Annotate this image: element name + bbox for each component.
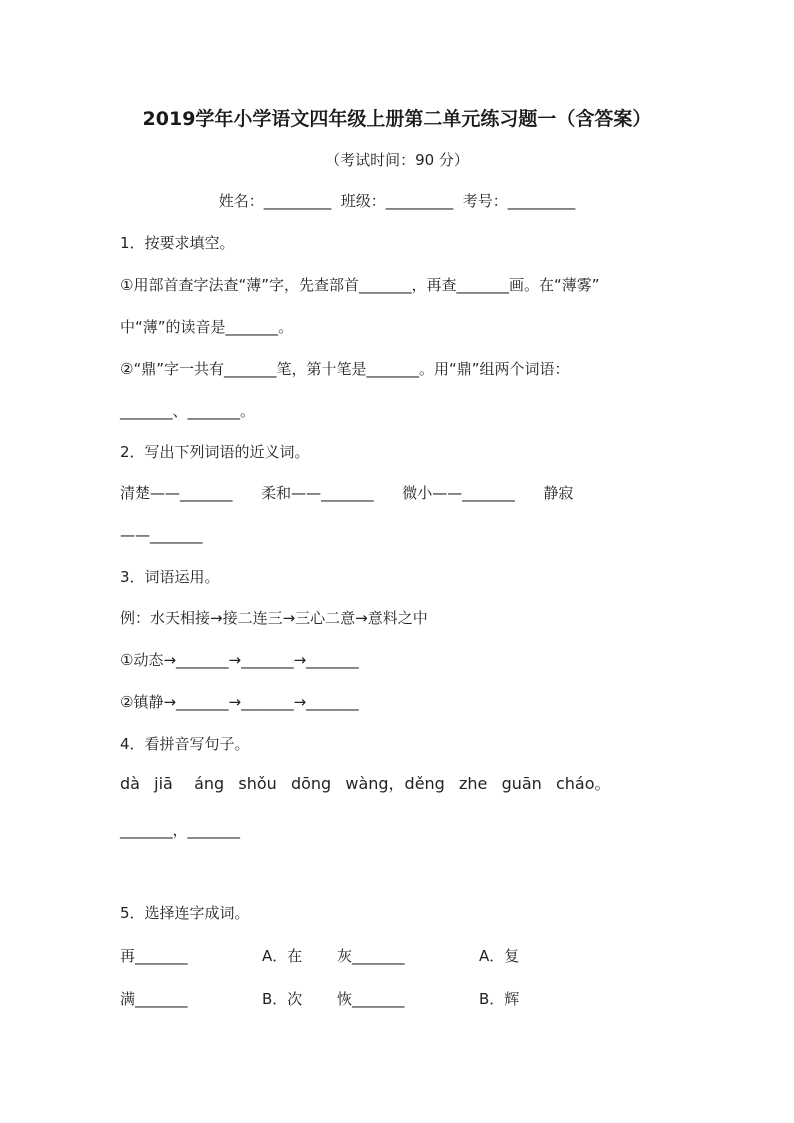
q2-heading: 2．写出下列词语的近义词。 [120,443,310,461]
student-info-line: 姓名：_________ 班级：_________ 考号：_________ [218,192,576,210]
q3-line-1: ①动态→_______→_______→_______ [120,651,359,669]
q5-row2-right-option: B．辉 [479,990,520,1008]
q3-line-2: ②镇静→_______→_______→_______ [120,693,359,711]
q3-heading: 3．词语运用。 [120,568,220,586]
q5-row2-left-option: B．次 [262,990,303,1008]
q1-line-1: ①用部首查字法查“薄”字，先查部首_______，再查_______画。在“薄雾” [120,276,600,294]
q3-example: 例：水天相接→接二连三→三心二意→意料之中 [120,609,428,627]
exam-duration: （考试时间：90 分） [325,151,469,169]
q1-heading: 1．按要求填空。 [120,234,235,252]
q4-heading: 4．看拼音写句子。 [120,735,250,753]
q4-pinyin: dà jiā áng shǒu dōng wàng，děng zhe guān cháo。 [120,774,611,793]
q5-row1-left-option: A．在 [262,947,303,965]
q5-row2-left: 满_______ [120,990,188,1008]
q5-heading: 5．选择连字成词。 [120,904,250,922]
q1-line-4: _______、_______。 [120,402,256,420]
q5-row2-right: 恢_______ [337,990,405,1008]
q2-line-2: ——_______ [120,526,203,544]
q5-row1-right-option: A．复 [479,947,520,965]
q5-row1-right: 灰_______ [337,947,405,965]
q1-line-2: 中“薄”的读音是_______。 [120,318,294,336]
q4-answer-line: _______，_______ [120,821,241,839]
page-title: 2019学年小学语文四年级上册第二单元练习题一（含答案） [142,108,652,130]
q2-line-1: 清楚——_______ 柔和——_______ 微小——_______ 静寂 [120,484,574,502]
q1-line-3: ②“鼎”字一共有_______笔，第十笔是_______。用“鼎”组两个词语： [120,360,570,378]
q5-row1-left: 再_______ [120,947,188,965]
